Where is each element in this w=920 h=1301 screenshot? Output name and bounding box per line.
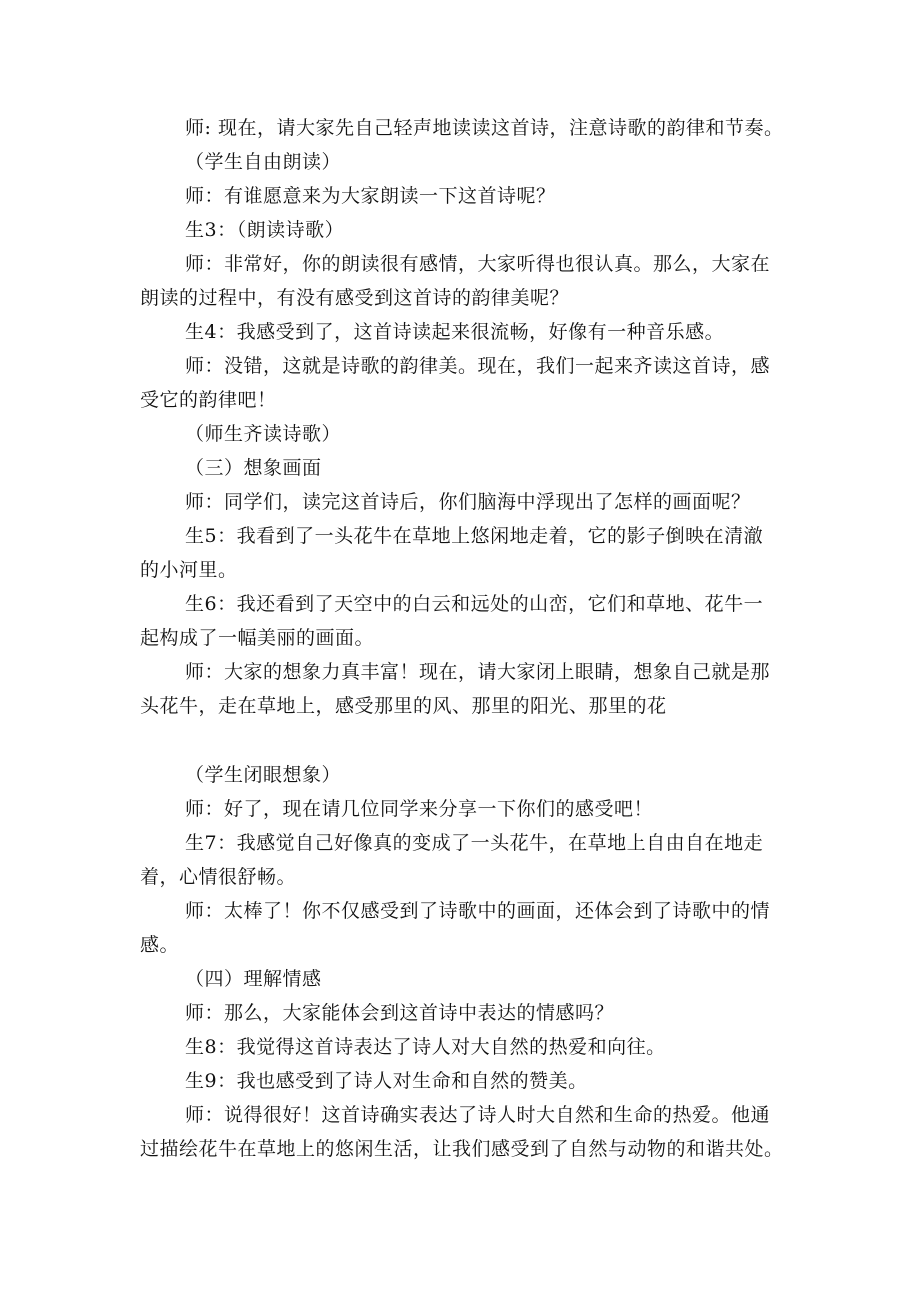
- paragraph-line: 师：好了，现在请几位同学来分享一下你们的感受吧！: [185, 798, 654, 820]
- paragraph-line: 感。: [140, 934, 180, 956]
- paragraph-line: 生8：我觉得这首诗表达了诗人对大自然的热爱和向往。: [185, 1036, 666, 1058]
- paragraph-line: 师: 现在，请大家先自己轻声地读读这首诗，注意诗歌的韵律和节奏。: [185, 117, 784, 139]
- paragraph-line: 着，心情很舒畅。: [140, 866, 297, 888]
- paragraph-line: 师：非常好，你的朗读很有感情，大家听得也很认真。那么，大家在: [185, 253, 771, 275]
- paragraph-line: （学生闭眼想象）: [185, 764, 342, 786]
- paragraph-line: 的小河里。: [140, 559, 238, 581]
- paragraph-line: 生6：我还看到了天空中的白云和远处的山峦，它们和草地、花牛一: [185, 593, 764, 615]
- paragraph-line: 生7：我感觉自己好像真的变成了一头花牛，在草地上自由自在地走: [185, 832, 764, 854]
- paragraph-line: 师：有谁愿意来为大家朗读一下这首诗呢？: [185, 185, 556, 207]
- paragraph-line: 头花牛，走在草地上，感受那里的风、那里的阳光、那里的花: [140, 695, 667, 717]
- paragraph-line: 受它的韵律吧！: [140, 389, 277, 411]
- paragraph-line: 生4：我感受到了，这首诗读起来很流畅，好像有一种音乐感。: [185, 321, 725, 343]
- section-heading: （三）想象画面: [185, 457, 322, 479]
- paragraph-line: 生3：（朗读诗歌）: [185, 219, 345, 241]
- paragraph-line: （学生自由朗读）: [185, 151, 342, 173]
- section-heading: （四）理解情感: [185, 968, 322, 990]
- paragraph-line: （师生齐读诗歌）: [185, 423, 342, 445]
- paragraph-line: 师：那么，大家能体会到这首诗中表达的情感吗？: [185, 1002, 615, 1024]
- paragraph-line: 起构成了一幅美丽的画面。: [140, 627, 375, 649]
- paragraph-line: 朗读的过程中，有没有感受到这首诗的韵律美呢？: [140, 287, 570, 309]
- paragraph-line: 生9：我也感受到了诗人对生命和自然的赞美。: [185, 1070, 588, 1092]
- paragraph-line: 生5：我看到了一头花牛在草地上悠闲地走着，它的影子倒映在清澈: [185, 525, 764, 547]
- paragraph-line: 师：说得很好！这首诗确实表达了诗人时大自然和生命的热爱。他通: [185, 1104, 771, 1126]
- paragraph-line: 师：没错，这就是诗歌的韵律美。现在，我们一起来齐读这首诗，感: [185, 355, 771, 377]
- paragraph-line: 师：同学们，读完这首诗后，你们脑海中浮现出了怎样的画面呢？: [185, 491, 751, 513]
- paragraph-line: 师：太棒了！你不仅感受到了诗歌中的画面，还体会到了诗歌中的情: [185, 900, 771, 922]
- paragraph-line: 师：大家的想象力真丰富！现在，请大家闭上眼睛，想象自己就是那: [185, 661, 771, 683]
- paragraph-line: 过描绘花牛在草地上的悠闲生活，让我们感受到了自然与动物的和谐共处。: [140, 1138, 784, 1160]
